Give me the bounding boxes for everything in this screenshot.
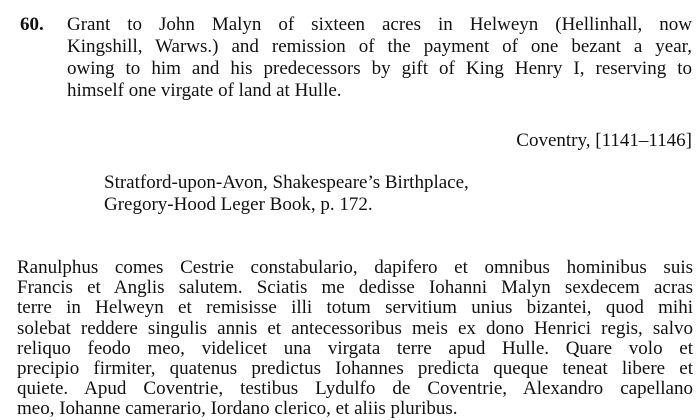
- charter-line: quiete. Apud Coventrie, testibus Lydulfo de Coventrie, Alexandro capellano: [17, 378, 693, 400]
- summary-line: himself one virgate of land at Hulle.: [67, 80, 342, 101]
- place-date: Coventry, [1141–1146]: [516, 130, 692, 151]
- entry-number: 60.: [20, 14, 44, 35]
- entry-heading: [20, 14, 692, 102]
- summary-line: owing to him and his predecessors by gift of King Henry I, reserving to: [67, 58, 692, 79]
- charter-line: meo, Iohanne camerario, Iordano clerico, et aliis pluribus.: [17, 398, 458, 420]
- document-entry: [20, 14, 692, 102]
- charter-line: terre in Helweyn et remisisse illi totum servitium unius bizantei, quod mihi: [17, 297, 693, 319]
- charter-line: Ranulphus comes Cestrie constabulario, dapifero et omnibus hominibus suis: [17, 257, 693, 278]
- charter-line: reliquo feodo meo, videlicet una virgata terre apud Hulle. Quare volo et: [17, 337, 693, 359]
- charter-text: [17, 258, 693, 420]
- summary-line: Grant to John Malyn of sixteen acres in Helweyn (Hellinhall, now: [67, 14, 692, 35]
- summary-line: Kingshill, Warws.) and remission of the payment of one bezant a year,: [67, 36, 692, 57]
- manuscript-source: [104, 172, 469, 216]
- charter-line: solebat reddere singulis annis et antecessoribus meis ex dono Henrici regis, salvo: [17, 317, 693, 339]
- source-line: Gregory-Hood Leger Book, p. 172.: [104, 194, 373, 215]
- charter-line: precipio firmiter, quatenus predictus Iohannes predicta queque teneat libere et: [17, 358, 693, 380]
- source-line: Stratford-upon-Avon, Shakespeare’s Birthplace,: [104, 172, 469, 193]
- charter-line: Francis et Anglis salutem. Sciatis me dedisse Iohanni Malyn sexdecem acras: [17, 277, 693, 299]
